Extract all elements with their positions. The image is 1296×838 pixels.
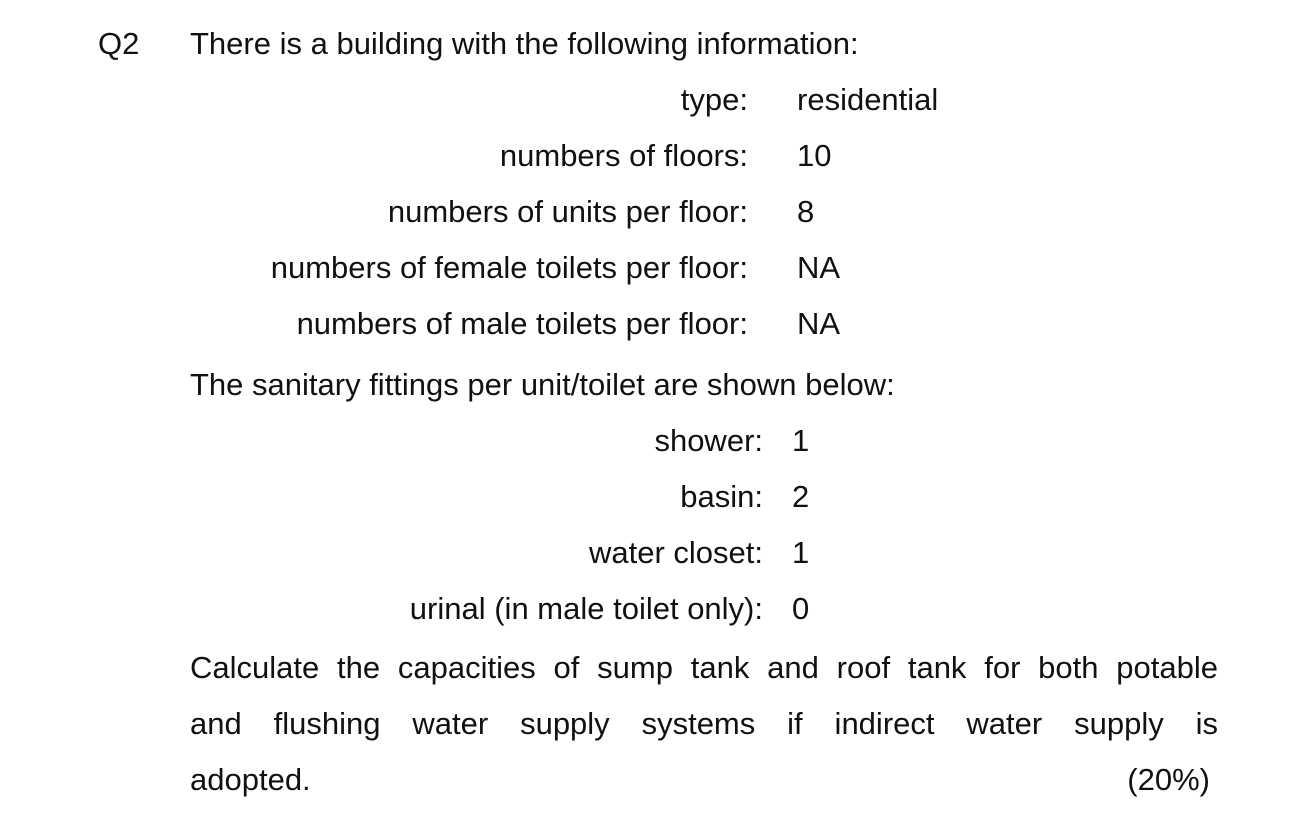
fittings-intro: The sanitary fittings per unit/toilet are shown below:	[190, 367, 895, 402]
fitting-value-shower: 1	[792, 423, 810, 458]
task-line-1: Calculate the capacities of sump tank and roof tank for both potable	[190, 650, 1218, 685]
marks-label: (20%)	[1127, 762, 1210, 797]
question-intro: There is a building with the following information:	[190, 26, 859, 61]
question-number: Q2	[98, 26, 140, 61]
fitting-label-basin: basin:	[680, 479, 763, 514]
info-label-female-toilets: numbers of female toilets per floor:	[270, 250, 748, 285]
info-value-units: 8	[797, 194, 815, 229]
task-paragraph	[190, 650, 1218, 818]
fitting-label-water-closet: water closet:	[588, 535, 763, 570]
fitting-value-urinal: 0	[792, 591, 810, 626]
info-value-female-toilets: NA	[797, 250, 841, 285]
fitting-label-urinal: urinal (in male toilet only):	[409, 591, 763, 626]
fitting-value-basin: 2	[792, 479, 810, 514]
fitting-label-shower: shower:	[654, 423, 763, 458]
info-label-type: type:	[680, 82, 748, 117]
info-value-type: residential	[797, 82, 939, 117]
task-line-3: adopted.	[190, 762, 311, 797]
info-label-units: numbers of units per floor:	[387, 194, 748, 229]
info-value-floors: 10	[797, 138, 832, 173]
info-label-floors: numbers of floors:	[499, 138, 748, 173]
info-value-male-toilets: NA	[797, 306, 841, 341]
fitting-value-water-closet: 1	[792, 535, 810, 570]
task-line-2: and flushing water supply systems if indirect water supply is	[190, 706, 1218, 741]
task-line-3-row	[190, 762, 1218, 818]
info-label-male-toilets: numbers of male toilets per floor:	[296, 306, 748, 341]
